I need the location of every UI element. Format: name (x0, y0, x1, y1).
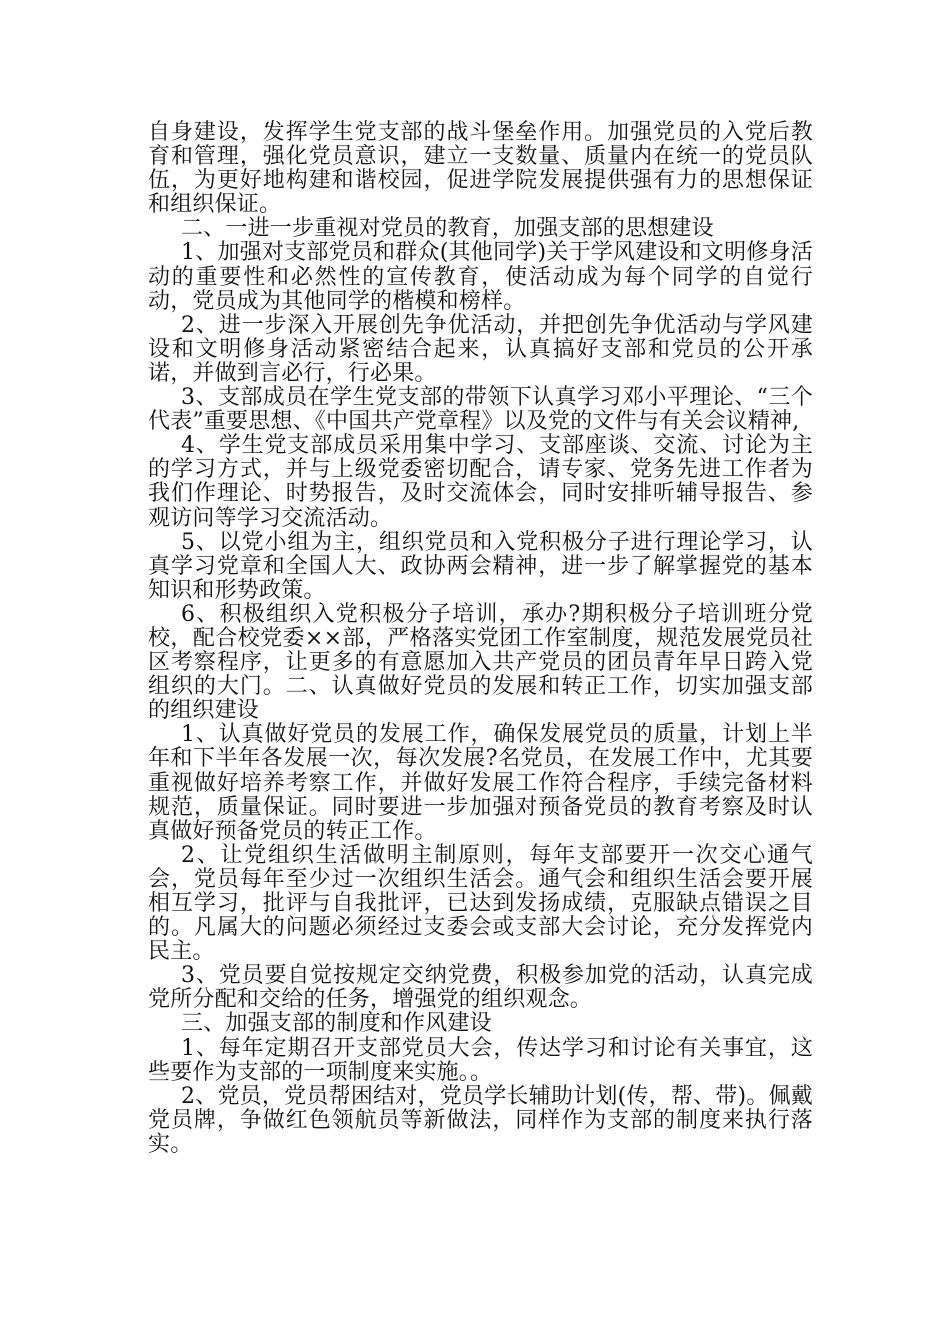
paragraph-item-4: 4、学生党支部成员采用集中学习、支部座谈、交流、讨论为主的学习方式，并与上级党委密切配合，请专家、党务先进工作者为我们作理论、时势报告，及时交流体会，同时安排听辅导报告、参观访问等学习交流活动。 (148, 433, 813, 531)
paragraph-item-5: 5、以党小组为主，组织党员和入党积极分子进行理论学习，认真学习党章和全国人大、政协两会精神，进一步了解掌握党的基本知识和形势政策。 (148, 529, 813, 603)
document-body (148, 121, 813, 1157)
paragraph-intro-continuation: 自身建设，发挥学生党支部的战斗堡垒作用。加强党员的入党后教育和管理，强化党员意识，建立一支数量、质量内在统一的党员队伍，为更好地构建和谐校园，促进学院发展提供强有力的思想保证和组织保证。 (148, 120, 813, 218)
paragraph-item-2: 2、进一步深入开展创先争优活动，并把创先争优活动与学风建设和文明修身活动紧密结合起来，认真搞好支部和党员的公开承诺，并做到言必行，行必果。 (148, 312, 813, 386)
paragraph-development-3: 3、党员要自觉按规定交纳党费，积极参加党的活动，认真完成党所分配和交给的任务，增强党的组织观念。 (148, 963, 813, 1013)
paragraph-system-1: 1、每年定期召开支部党员大会，传达学习和讨论有关事宜，这些要作为支部的一项制度来实施。。 (148, 1035, 813, 1085)
paragraph-system-2: 2、党员，党员帮困结对，党员学长辅助计划(传，帮、带)。佩戴党员牌，争做红色领航员等新做法，同样作为支部的制度来执行落实。 (148, 1083, 813, 1157)
paragraph-development-1: 1、认真做好党员的发展工作，确保发展党员的质量，计划上半年和下半年各发展一次，每次发展?名党员，在发展工作中，尤其要重视做好培养考察工作，并做好发展工作符合程序，手续完备材料规范，质量保证。同时要进一步加强对预备党员的教育考察及时认真做好预备党员的转正工作。 (148, 722, 813, 844)
paragraph-item-6: 6、积极组织入党积极分子培训，承办?期积极分子培训班分党校，配合校党委××部，严格落实党团工作室制度，规范发展党员社区考察程序，让更多的有意愿加入共产党员的团员青年早日跨入党组织的大门。二、认真做好党员的发展和转正工作，切实加强支部的组织建设 (148, 601, 813, 724)
paragraph-development-2: 2、让党组织生活做明主制原则，每年支部要开一次交心通气会，党员每年至少过一次组织生活会。通气会和组织生活会要开展相互学习，批评与自我批评，已达到发扬成绩，克服缺点错误之目的。凡属大的问题必须经过支委会或支部大会讨论，充分发挥党内民主。 (148, 842, 813, 965)
heading-section-three: 三、加强支部的制度和作风建设 (181, 1011, 492, 1037)
paragraph-item-1: 1、加强对支部党员和群众(其他同学)关于学风建设和文明修身活动的重要性和必然性的宣传教育，使活动成为每个同学的自觉行动，党员成为其他同学的楷模和榜样。 (148, 240, 813, 314)
paragraph-item-3: 3、支部成员在学生党支部的带领下认真学习邓小平理论、“三个代表”重要思想、《中国共产党章程》以及党的文件与有关会议精神, (148, 385, 813, 435)
heading-section-two: 二、一进一步重视对党员的教育，加强支部的思想建设 (181, 216, 714, 242)
